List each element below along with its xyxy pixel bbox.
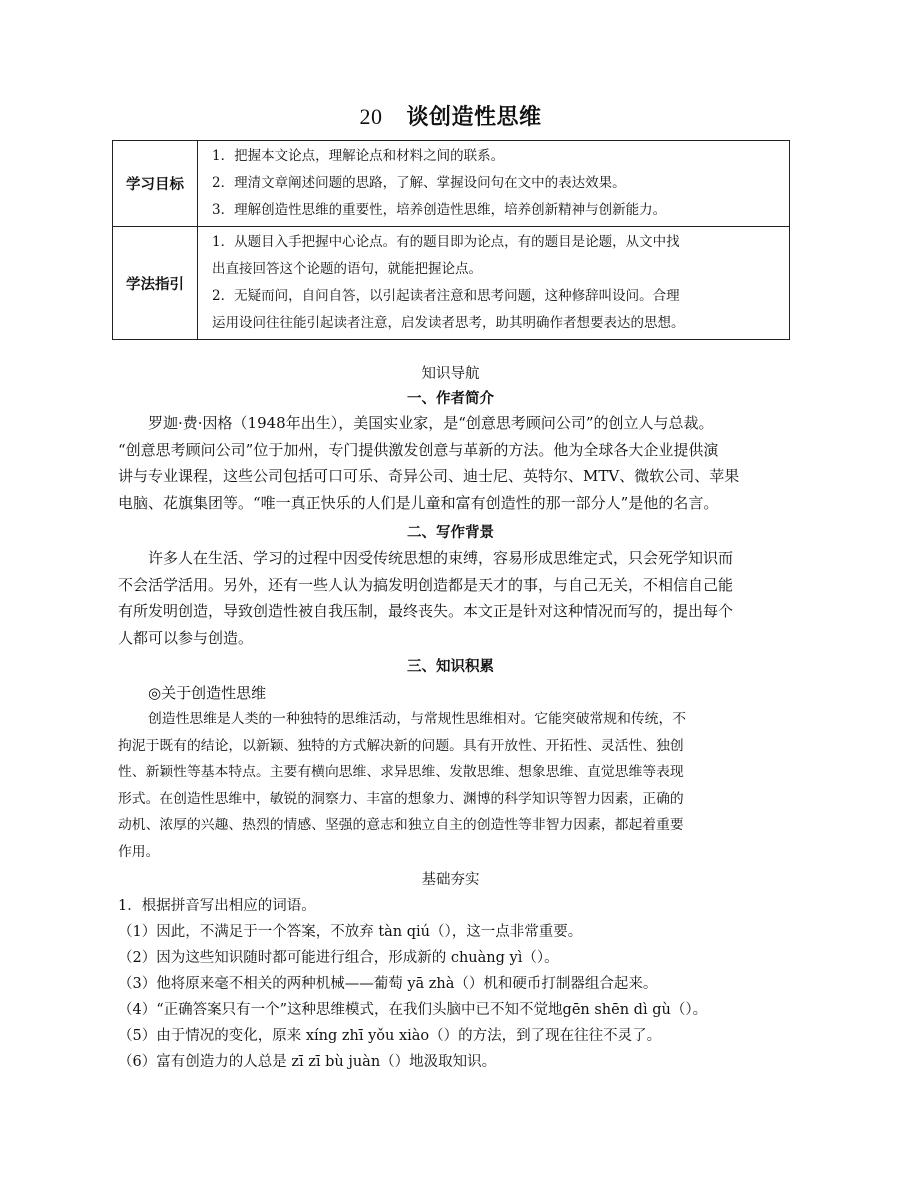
method-line: 2．无疑而问，自问自答，以引起读者注意和思考问题，这种修辞叫设问。合理 bbox=[212, 288, 680, 304]
objective-item: 3．理解创造性思维的重要性，培养创造性思维，培养创新精神与创新能力。 bbox=[212, 202, 667, 218]
knowledge-heading: 知识导航 bbox=[421, 366, 480, 382]
accumulation-subheading: ◎关于创造性思维 bbox=[148, 684, 267, 702]
paragraph-line: 作用。 bbox=[118, 843, 160, 860]
paragraph-line: 不会活学活用。另外，还有一些人认为搞发明创造都是天才的事，与自己无关，不相信自己能 bbox=[118, 575, 734, 594]
paragraph-line: 性、新颖性等基本特点。主要有横向思维、求异思维、发散思维、想象思维、直觉思维等表现 bbox=[118, 764, 684, 780]
objectives-content bbox=[198, 141, 790, 227]
paragraph-line: 许多人在生活、学习的过程中因受传统思想的束缚，容易形成思维定式，只会死学知识而 bbox=[148, 549, 734, 567]
objective-item: 2．理清文章阐述问题的思路，了解、掌握设问句在文中的表达效果。 bbox=[212, 175, 626, 191]
paragraph-line: 有所发明创造，导致创造性被自我压制，最终丧失。本文正是针对这种情况而写的，提出每个 bbox=[118, 602, 734, 620]
objectives-label: 学习目标 bbox=[113, 141, 198, 227]
method-line: 运用设问往往能引起读者注意，启发读者思考，助其明确作者想要表达的思想。 bbox=[212, 315, 685, 331]
objective-item: 1．把握本文论点，理解论点和材料之间的联系。 bbox=[212, 148, 505, 164]
accumulation-subheading-wrap bbox=[118, 680, 784, 707]
author-paragraph bbox=[118, 410, 784, 516]
paragraph-line: 动机、浓厚的兴趣、热烈的情感、坚强的意志和独立自主的创造性等非智力因素，都起着重要 bbox=[118, 817, 684, 833]
paragraph-line: 罗迦·费·因格（1948年出生），美国实业家，是“创意思考顾问公司”的创立人与总裁。 bbox=[148, 414, 714, 432]
paragraph-line: 电脑、花旗集团等。“唯一真正快乐的人们是儿童和富有创造性的那一部分人”是他的名言。 bbox=[118, 493, 719, 512]
accumulation-paragraph bbox=[118, 706, 784, 865]
question-item: （2）因为这些知识随时都可能进行组合，形成新的 chuàng yì（）。 bbox=[118, 950, 559, 966]
question-item: （5）由于情况的变化，原来 xíng zhī yǒu xiào（）的方法，到了现在往往不灵了。 bbox=[118, 1028, 662, 1044]
lesson-title-text: 谈创造性思维 bbox=[406, 105, 542, 130]
goals-row-objectives bbox=[113, 141, 790, 227]
exercises-heading: 基础夯实 bbox=[421, 872, 480, 888]
question-item: （3）他将原来毫不相关的两种机械——葡萄 yā zhà（）机和硬币打制器组合起来。 bbox=[118, 976, 658, 992]
paragraph-line: 人都可以参与创造。 bbox=[118, 628, 254, 647]
paragraph-line: 创造性思维是人类的一种独特的思维活动，与常规性思维相对。它能突破常规和传统，不 bbox=[148, 711, 687, 727]
background-section-title: 二、写作背景 bbox=[407, 525, 494, 541]
question-1: 1．根据拼音写出相应的词语。 bbox=[118, 898, 316, 914]
lesson-title bbox=[0, 100, 901, 135]
paragraph-line: 拘泥于既有的结论，以新颖、独特的方式解决新的问题。具有开放性、开拓性、灵活性、独创 bbox=[118, 737, 684, 754]
method-line: 1．从题目入手把握中心论点。有的题目即为论点，有的题目是论题，从文中找 bbox=[212, 234, 680, 250]
accumulation-section-title: 三、知识积累 bbox=[407, 659, 494, 675]
background-paragraph bbox=[118, 545, 784, 651]
paragraph-line: 讲与专业课程，这些公司包括可口可乐、奇异公司、迪士尼、英特尔、MTV、微软公司、苹果 bbox=[118, 467, 740, 485]
goals-row-method bbox=[113, 227, 790, 340]
author-section-title: 一、作者简介 bbox=[407, 391, 494, 407]
goals-table bbox=[112, 140, 790, 340]
paragraph-line: “创意思考顾问公司”位于加州，专门提供激发创意与革新的方法。他为全球各大企业提供演 bbox=[118, 440, 719, 459]
method-line: 出直接回答这个论题的语句，就能把握论点。 bbox=[212, 261, 482, 277]
question-item: （1）因此，不满足于一个答案，不放弃 tàn qiú（），这一点非常重要。 bbox=[118, 924, 583, 940]
paragraph-line: 形式。在创造性思维中，敏锐的洞察力、丰富的想象力、渊博的科学知识等智力因素，正确的 bbox=[118, 790, 684, 807]
question-item: （6）富有创造力的人总是 zī zī bù juàn（）地汲取知识。 bbox=[118, 1054, 497, 1070]
exercise-list bbox=[118, 893, 798, 1075]
question-item: （4）“正确答案只有一个”这种思维模式，在我们头脑中已不知不觉地gēn shēn dì gù（）。 bbox=[118, 1002, 708, 1018]
method-content bbox=[198, 227, 790, 340]
lesson-number: 20 bbox=[359, 104, 383, 129]
method-label: 学法指引 bbox=[113, 227, 198, 340]
